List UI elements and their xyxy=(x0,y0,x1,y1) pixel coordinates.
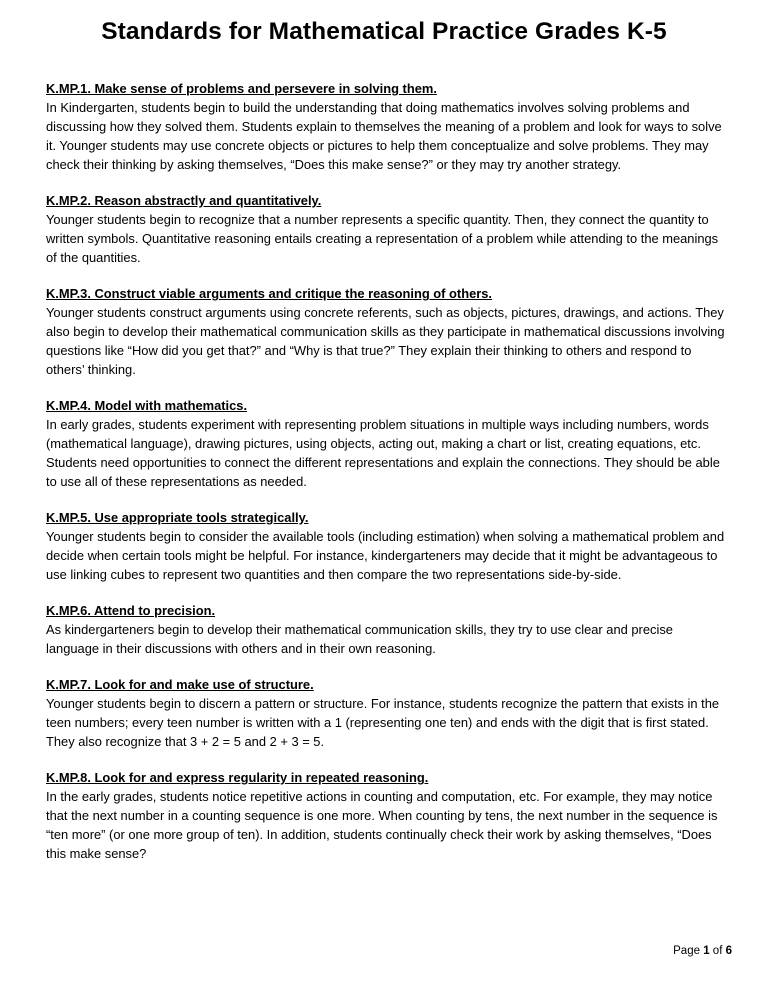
section-heading: K.MP.7. Look for and make use of structure. xyxy=(46,677,314,692)
total-pages: 6 xyxy=(725,945,732,957)
section-kmp5 xyxy=(46,508,726,584)
section-kmp1 xyxy=(46,79,726,174)
page-number xyxy=(673,945,732,957)
section-kmp8 xyxy=(46,768,726,863)
section-body: Younger students construct arguments using concrete referents, such as objects, pictures, drawings, and actions. They also begin to develop their mathematical communication skills as they participate in mathematical discussions involving questions like “How did you get that?” and “Why is that true?” They explain their thinking to others and respond to others’ thinking. xyxy=(46,305,725,377)
page-label: Page xyxy=(673,945,700,957)
section-kmp6 xyxy=(46,601,726,658)
section-kmp3 xyxy=(46,284,726,379)
section-body: In early grades, students experiment with representing problem situations in multiple ways including numbers, words (mathematical language), drawing pictures, using objects, acting out, making a chart or list, creating equations, etc. Students need opportunities to connect the different representations and explain the connections. They should be able to use all of these representations as needed. xyxy=(46,417,720,489)
document-body xyxy=(46,79,726,880)
section-heading: K.MP.3. Construct viable arguments and critique the reasoning of others. xyxy=(46,286,493,301)
section-heading: K.MP.4. Model with mathematics. xyxy=(46,398,248,413)
section-body: As kindergarteners begin to develop their mathematical communication skills, they try to use clear and precise language in their discussions with others and in their own reasoning. xyxy=(46,622,673,656)
section-heading: K.MP.8. Look for and express regularity in repeated reasoning. xyxy=(46,770,429,785)
page-title: Standards for Mathematical Practice Grades K-5 xyxy=(101,18,667,45)
of-label: of xyxy=(712,945,723,957)
section-heading: K.MP.1. Make sense of problems and persevere in solving them. xyxy=(46,81,437,96)
section-body: In Kindergarten, students begin to build the understanding that doing mathematics involves solving problems and discussing how they solved them. Students explain to themselves the meaning of a problem and look for ways to solve it. Younger students may use concrete objects or pictures to help them conceptualize and solve problems. They may check their thinking by asking themselves, “Does this make sense?” or they may try another strategy. xyxy=(46,100,722,172)
current-page: 1 xyxy=(703,945,710,957)
section-heading: K.MP.6. Attend to precision. xyxy=(46,603,216,618)
section-body: Younger students begin to recognize that a number represents a specific quantity. Then, they connect the quantity to written symbols. Quantitative reasoning entails creating a representation of a problem while attending to the meanings of the quantities. xyxy=(46,212,719,265)
section-body: In the early grades, students notice repetitive actions in counting and computation, etc. For example, they may notice that the next number in a counting sequence is one more. When counting by tens, the next number in the sequence is “ten more” (or one more group of ten). In addition, students continually check their work by asking themselves, “Does this make sense? xyxy=(46,789,718,861)
section-kmp7 xyxy=(46,675,726,751)
section-kmp4 xyxy=(46,396,726,491)
section-heading: K.MP.5. Use appropriate tools strategically. xyxy=(46,510,309,525)
section-heading: K.MP.2. Reason abstractly and quantitatively. xyxy=(46,193,322,208)
section-kmp2 xyxy=(46,191,726,267)
section-body: Younger students begin to discern a pattern or structure. For instance, students recognize the pattern that exists in the teen numbers; every teen number is written with a 1 (representing one ten) and ends with the digit that is first stated. They also recognize that 3 + 2 = 5 and 2 + 3 = 5. xyxy=(46,696,720,749)
section-body: Younger students begin to consider the available tools (including estimation) when solving a mathematical problem and decide when certain tools might be helpful. For instance, kindergarteners may decide that it might be advantageous to use linking cubes to represent two quantities and then compare the two representations side-by-side. xyxy=(46,529,725,582)
